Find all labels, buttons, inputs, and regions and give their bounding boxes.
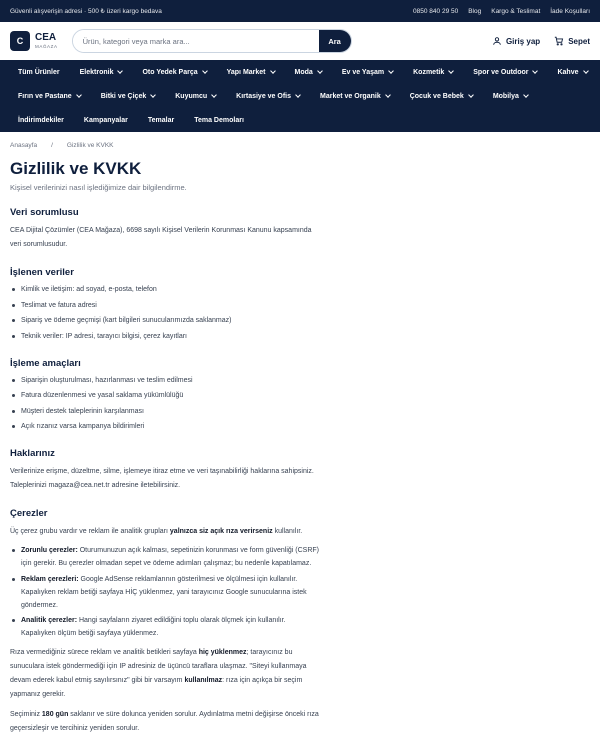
- user-icon: [492, 36, 502, 46]
- chevron-down-icon: [388, 68, 394, 74]
- nav-item-cosmetics[interactable]: Kozmetik: [403, 69, 463, 76]
- search-input[interactable]: [73, 30, 319, 52]
- nav-item-fashion[interactable]: Moda: [285, 69, 332, 76]
- cookies-retention-text: Seçiminiz 180 gün saklanır ve süre dolunca yeniden sorulur. Aydınlatma metni değişirse önceki rıza geçersizleşir ve tercihiniz yeniden sorulur.: [10, 711, 319, 732]
- section-heading-cookies: Çerezler: [10, 508, 48, 519]
- breadcrumb: [0, 132, 600, 149]
- section-heading-controller: Veri sorumlusu: [10, 207, 79, 218]
- nav-item-stationery[interactable]: Kırtasiye ve Ofis: [226, 93, 310, 100]
- top-bar-message: Güvenli alışverişin adresi · 500 ₺ üzeri kargo bedava: [10, 8, 162, 15]
- nav-item-furniture[interactable]: Mobilya: [483, 93, 538, 100]
- list-item: Teknik veriler: IP adresi, tarayıcı bilgisi, çerez kayıtları: [10, 330, 320, 343]
- chevron-down-icon: [523, 92, 529, 98]
- cart-label: Sepet: [568, 36, 590, 46]
- section-heading-processed: İşlenen veriler: [10, 267, 74, 278]
- cookies-consent-text: Rıza vermediğiniz sürece reklam ve analitik betikleri sayfaya hiç yüklenmez; tarayıcınız bu sunuculara istek göndermediği için IP adresiniz de üçüncü taraflara ulaşmaz. "Siteyi kullanmaya devam ederek kabul etmiş sayılırsınız" gibi bir varsayım kullanılmaz: rıza için açıkça bir seçim yapmanız gerekir.: [10, 649, 307, 698]
- chevron-down-icon: [202, 68, 208, 74]
- nav-item-themes[interactable]: Temalar: [147, 116, 175, 124]
- main-content: [0, 159, 330, 736]
- nav-item-kids-baby[interactable]: Çocuk ve Bebek: [400, 93, 483, 100]
- list-item: Sipariş ve ödeme geçmişi (kart bilgileri sunucularımızda saklanmaz): [10, 314, 320, 327]
- chevron-down-icon: [385, 92, 391, 98]
- logo-mark: C: [10, 31, 30, 51]
- nav-item-coffee[interactable]: Kahve: [547, 69, 597, 76]
- login-label: Giriş yap: [505, 36, 541, 46]
- nav-row: [8, 60, 592, 84]
- phone-link[interactable]: 0850 840 29 50: [413, 7, 459, 15]
- nav-item-theme-demos[interactable]: Tema Demoları: [194, 116, 244, 124]
- shipping-link[interactable]: Kargo & Teslimat: [491, 7, 541, 15]
- list-item: Kimlik ve iletişim: ad soyad, e-posta, telefon: [10, 283, 320, 296]
- list-item: Siparişin oluşturulması, hazırlanması ve teslim edilmesi: [10, 374, 320, 387]
- search-bar: [72, 29, 352, 53]
- nav-item-auto-parts[interactable]: Oto Yedek Parça: [132, 69, 216, 76]
- purposes-list: [10, 374, 320, 434]
- list-item: Fatura düzenlenmesi ve yasal saklama yükümlülüğü: [10, 389, 320, 402]
- nav-item-home-living[interactable]: Ev ve Yaşam: [332, 69, 403, 76]
- nav-item-sports-outdoor[interactable]: Spor ve Outdoor: [463, 69, 547, 76]
- nav-row: [8, 84, 592, 108]
- breadcrumb-current: Gizlilik ve KVKK: [66, 142, 114, 149]
- controller-text: CEA Dijital Çözümler (CEA Mağaza), 6698 sayılı Kişisel Verilerin Korunması Kanunu kapsamında veri sorumlusudur.: [10, 227, 312, 248]
- top-bar-links: [413, 8, 590, 15]
- rights-text: Verilerinize erişme, düzeltme, silme, işlemeye itiraz etme ve veri taşınabilirliği haklarına sahipsiniz. Taleplerinizi magaza@cea.net.tr adresine iletebilirsiniz.: [10, 468, 314, 489]
- nav-item-campaigns[interactable]: Kampanyalar: [83, 116, 128, 124]
- page-title: Gizlilik ve KVKK: [10, 159, 142, 178]
- list-item: Reklam çerezleri: Google AdSense reklamlarının gösterilmesi ve ölçülmesi için kullanılır. Kapalıyken reklam betiği sayfaya HİÇ yüklenmez, yani tarayıcınız Google sunucularına istek göndermez.: [10, 573, 320, 612]
- section-heading-purposes: İşleme amaçları: [10, 357, 81, 369]
- nav-item-electronics[interactable]: Elektronik: [70, 69, 133, 76]
- chevron-down-icon: [76, 92, 82, 98]
- chevron-down-icon: [448, 68, 454, 74]
- site-header: [0, 22, 600, 60]
- section-heading-rights: Haklarınız: [10, 448, 55, 459]
- logo-name: CEA: [35, 31, 57, 43]
- category-nav: [0, 60, 600, 132]
- nav-item-all-products[interactable]: Tüm Ürünler: [18, 68, 60, 76]
- search-button[interactable]: Ara: [319, 30, 351, 52]
- nav-item-bakery[interactable]: Fırın ve Pastane: [8, 93, 91, 100]
- list-item: Teslimat ve fatura adresi: [10, 299, 320, 312]
- processed-list: [10, 283, 320, 343]
- logo-tagline: MAĞAZA: [35, 43, 58, 49]
- page-subtitle: Kişisel verilerinizi nasıl işlediğimize dair bilgilendirme.: [10, 183, 187, 192]
- list-item: Analitik çerezler: Hangi sayfaların ziyaret edildiğini toplu olarak ölçmek için kullanılır. Kapalıyken ölçüm betiği sayfaya yüklenmez.: [10, 614, 320, 640]
- blog-link[interactable]: Blog: [468, 7, 482, 15]
- nav-item-market-organic[interactable]: Market ve Organik: [310, 93, 400, 100]
- breadcrumb-separator: /: [51, 142, 53, 149]
- chevron-down-icon: [533, 68, 539, 74]
- breadcrumb-home-link[interactable]: Anasayfa: [10, 142, 38, 149]
- top-bar: [0, 0, 600, 22]
- list-item: Zorunlu çerezler: Oturumunuzun açık kalması, sepetinizin korunması ve form güvenliği (CSRF) için gerekir. Bu çerezler olmadan sepet ve ödeme adımları çalışmaz; bu nedenle kapatılamaz.: [10, 544, 320, 570]
- chevron-down-icon: [150, 92, 156, 98]
- returns-link[interactable]: İade Koşulları: [550, 7, 590, 15]
- list-item: Müşteri destek taleplerinin karşılanması: [10, 405, 320, 418]
- chevron-down-icon: [583, 68, 589, 74]
- nav-item-plants-flowers[interactable]: Bitki ve Çiçek: [91, 93, 166, 100]
- cookie-groups-list: [10, 544, 320, 640]
- chevron-down-icon: [118, 68, 124, 74]
- chevron-down-icon: [270, 68, 276, 74]
- cookies-intro: Üç çerez grubu vardır ve reklam ile analitik grupları yalnızca siz açık rıza verirseniz kullanılır.: [10, 528, 303, 535]
- chevron-down-icon: [211, 92, 217, 98]
- nav-item-jeweler[interactable]: Kuyumcu: [165, 93, 226, 100]
- logo[interactable]: [10, 31, 58, 51]
- nav-item-discounts[interactable]: İndirimdekiler: [18, 116, 64, 124]
- login-button[interactable]: [492, 36, 540, 46]
- nav-row: [8, 108, 592, 132]
- chevron-down-icon: [468, 92, 474, 98]
- cart-button[interactable]: [554, 36, 590, 46]
- cart-icon: [554, 36, 564, 46]
- list-item: Açık rızanız varsa kampanya bildirimleri: [10, 420, 320, 433]
- nav-item-hardware[interactable]: Yapı Market: [217, 69, 285, 76]
- chevron-down-icon: [295, 92, 301, 98]
- chevron-down-icon: [317, 68, 323, 74]
